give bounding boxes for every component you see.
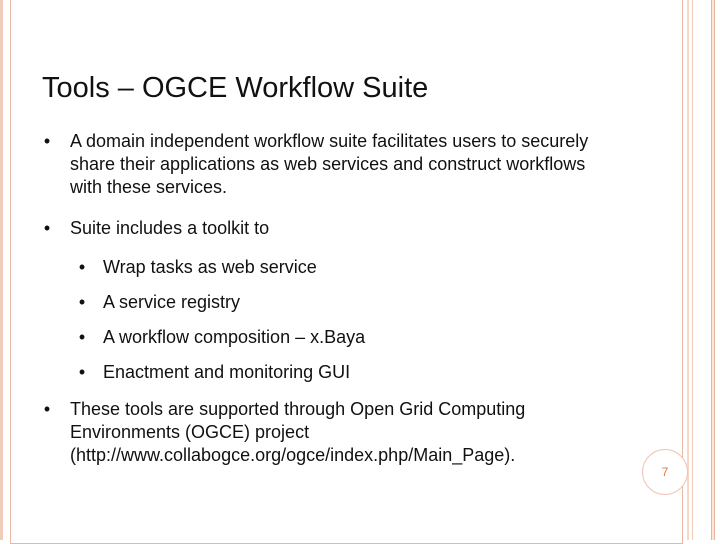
bullet-text: Suite includes a toolkit to <box>70 218 270 238</box>
sub-bullet-item <box>40 361 600 384</box>
bullet-item <box>40 130 600 199</box>
sub-bullet-item <box>40 256 600 279</box>
sub-bullet-item <box>40 326 600 349</box>
bullet-glyph: • <box>43 131 51 151</box>
right-border-stripe-line <box>692 0 693 540</box>
bullet-item <box>40 398 590 467</box>
sub-bullet-text: Enactment and monitoring GUI <box>103 362 351 382</box>
bullet-text: A domain independent workflow suite facilitates users to securely share their applications as web services and construct workflows with these services. <box>70 131 589 197</box>
bullet-glyph: • <box>43 399 51 419</box>
slide-content <box>40 130 600 467</box>
bullet-glyph: • <box>78 257 86 277</box>
page-number: 7 <box>661 465 669 479</box>
left-border-stripe <box>0 0 3 540</box>
bullet-glyph: • <box>43 218 51 238</box>
bullet-glyph: • <box>78 362 86 382</box>
bullet-glyph: • <box>78 292 86 312</box>
page-number-badge <box>642 449 688 495</box>
bullet-text: These tools are supported through Open Grid Computing Environments (OGCE) project (http://www.collabogce.org/ogce/index.php/Main_Page). <box>70 399 526 465</box>
slide-title: Tools – OGCE Workflow Suite <box>42 72 429 104</box>
right-border-stripe-inner <box>687 0 689 540</box>
sub-bullet-text: A service registry <box>103 292 241 312</box>
sub-bullet-text: Wrap tasks as web service <box>103 257 317 277</box>
sub-bullet-item <box>40 291 600 314</box>
bullet-glyph: • <box>78 327 86 347</box>
right-border-stripe-outer <box>711 0 715 540</box>
sub-bullet-text: A workflow composition – x.Baya <box>103 327 366 347</box>
bullet-item <box>40 217 600 240</box>
